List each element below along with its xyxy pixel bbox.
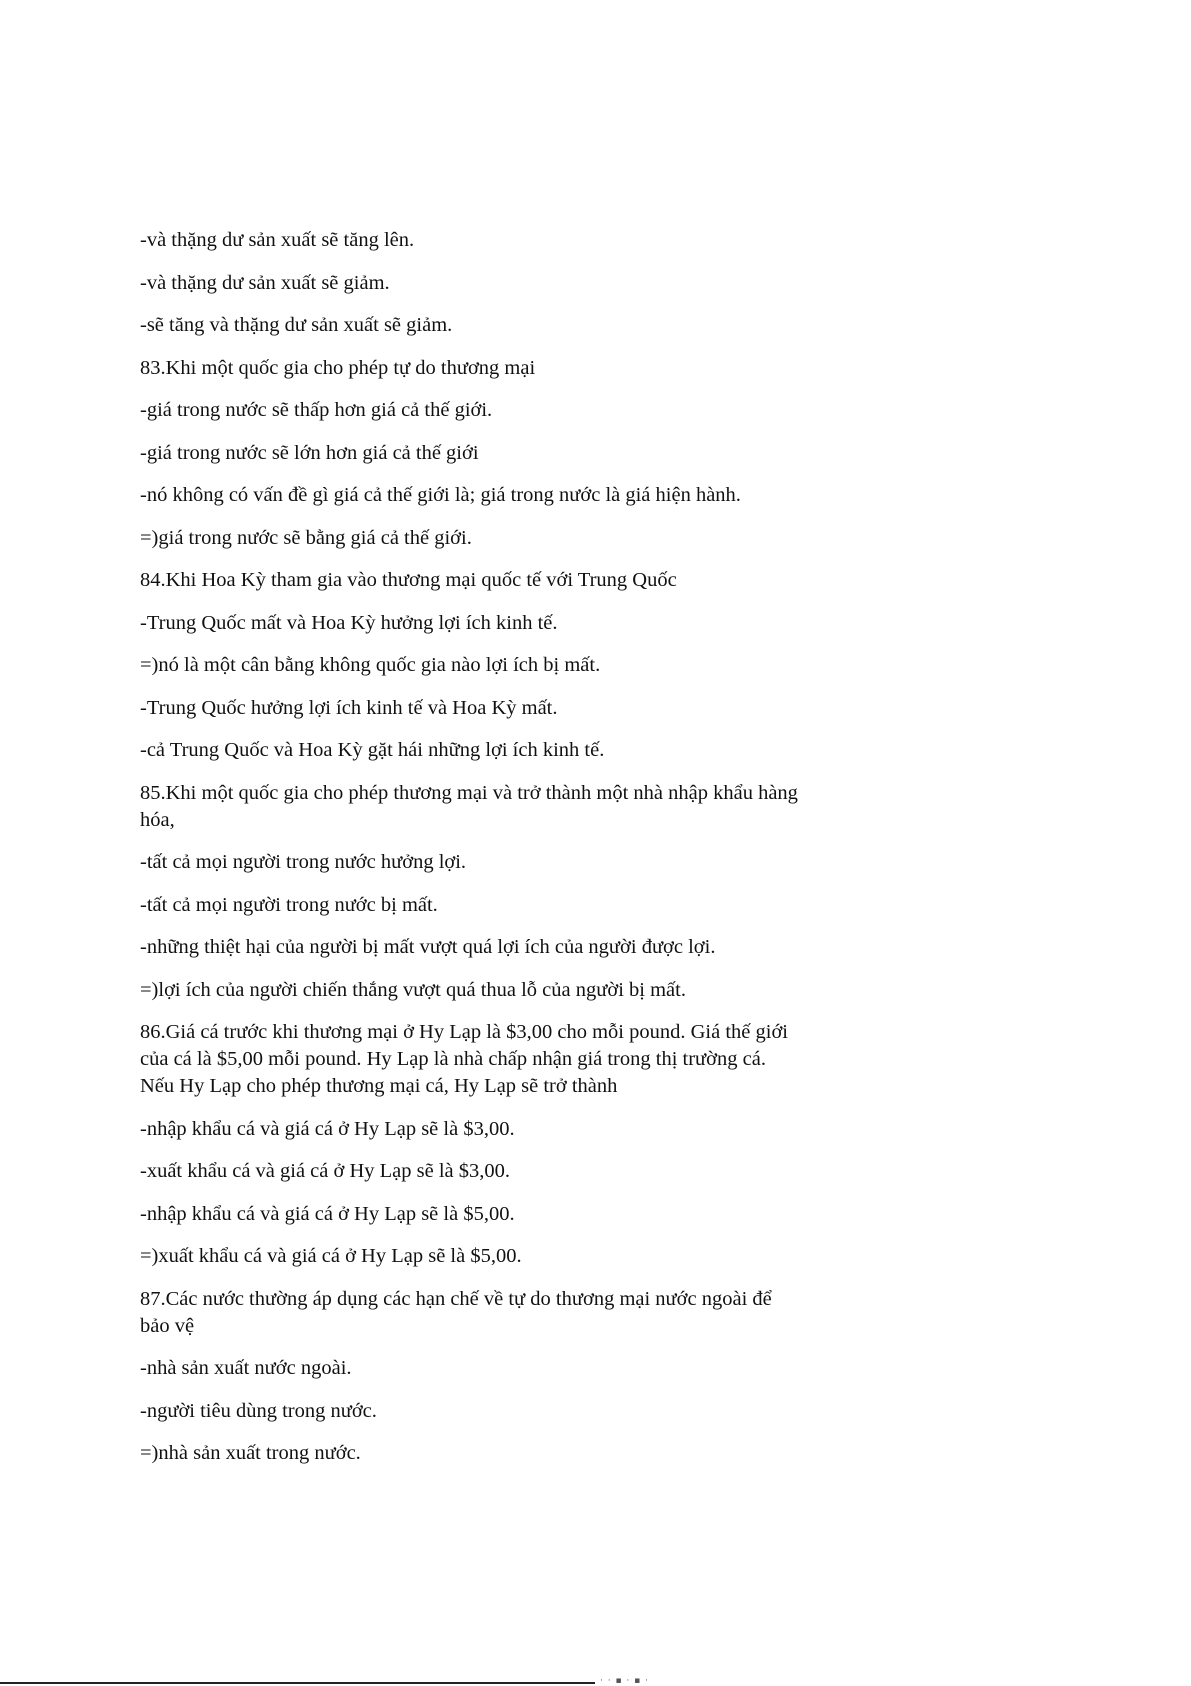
question-86: 86.Giá cá trước khi thương mại ở Hy Lạp là $3,00 cho mỗi pound. Giá thế giới của cá là $5,00 mỗi pound. Hy Lạp là nhà chấp nhận giá trong thị trường cá. Nếu Hy Lạp cho phép thương mại cá, Hy Lạp sẽ trở thành	[140, 1021, 789, 1097]
answer-line: -và thặng dư sản xuất sẽ giảm.	[140, 271, 390, 294]
answer-line: -xuất khẩu cá và giá cá ở Hy Lạp sẽ là $3,00.	[140, 1160, 511, 1182]
answer-line: -nhà sản xuất nước ngoài.	[140, 1357, 352, 1379]
document-body	[140, 227, 800, 1483]
answer-line: -Trung Quốc mất và Hoa Kỳ hưởng lợi ích kinh tế.	[140, 611, 558, 634]
correct-answer-line: =)xuất khẩu cá và giá cá ở Hy Lạp sẽ là $5,00.	[140, 1245, 522, 1267]
answer-line: -nhập khẩu cá và giá cá ở Hy Lạp sẽ là $5,00.	[140, 1202, 515, 1225]
question-83: 83.Khi một quốc gia cho phép tự do thương mại	[140, 356, 536, 379]
footer-mark: · · ▪ · ▪ ·	[600, 1676, 649, 1686]
question-85: 85.Khi một quốc gia cho phép thương mại và trở thành một nhà nhập khẩu hàng hóa,	[140, 781, 798, 831]
answer-line: -tất cả mọi người trong nước hưởng lợi.	[140, 851, 467, 873]
page-bottom-rule	[0, 1682, 595, 1684]
answer-line: -giá trong nước sẽ lớn hơn giá cả thế giới	[140, 441, 479, 464]
answer-line: -cả Trung Quốc và Hoa Kỳ gặt hái những lợi ích kinh tế.	[140, 739, 605, 761]
answer-line: -Trung Quốc hưởng lợi ích kinh tế và Hoa Kỳ mất.	[140, 696, 558, 719]
question-87: 87.Các nước thường áp dụng các hạn chế về tự do thương mại nước ngoài để bảo vệ	[140, 1287, 772, 1337]
correct-answer-line: =)giá trong nước sẽ bằng giá cả thế giới.	[140, 526, 472, 549]
answer-line: -những thiệt hại của người bị mất vượt quá lợi ích của người được lợi.	[140, 936, 716, 958]
answer-line: -nhập khẩu cá và giá cá ở Hy Lạp sẽ là $3,00.	[140, 1117, 515, 1140]
answer-line: -tất cả mọi người trong nước bị mất.	[140, 893, 438, 916]
answer-line: -và thặng dư sản xuất sẽ tăng lên.	[140, 229, 415, 251]
correct-answer-line: =)nó là một cân bằng không quốc gia nào lợi ích bị mất.	[140, 654, 601, 676]
correct-answer-line: =)nhà sản xuất trong nước.	[140, 1442, 361, 1464]
question-84: 84.Khi Hoa Kỳ tham gia vào thương mại quốc tế với Trung Quốc	[140, 569, 677, 591]
answer-line: -nó không có vấn đề gì giá cả thế giới là; giá trong nước là giá hiện hành.	[140, 484, 741, 506]
answer-line: -sẽ tăng và thặng dư sản xuất sẽ giảm.	[140, 314, 453, 336]
correct-answer-line: =)lợi ích của người chiến thắng vượt quá thua lỗ của người bị mất.	[140, 978, 686, 1001]
answer-line: -giá trong nước sẽ thấp hơn giá cả thế giới.	[140, 399, 493, 421]
answer-line: -người tiêu dùng trong nước.	[140, 1399, 377, 1422]
